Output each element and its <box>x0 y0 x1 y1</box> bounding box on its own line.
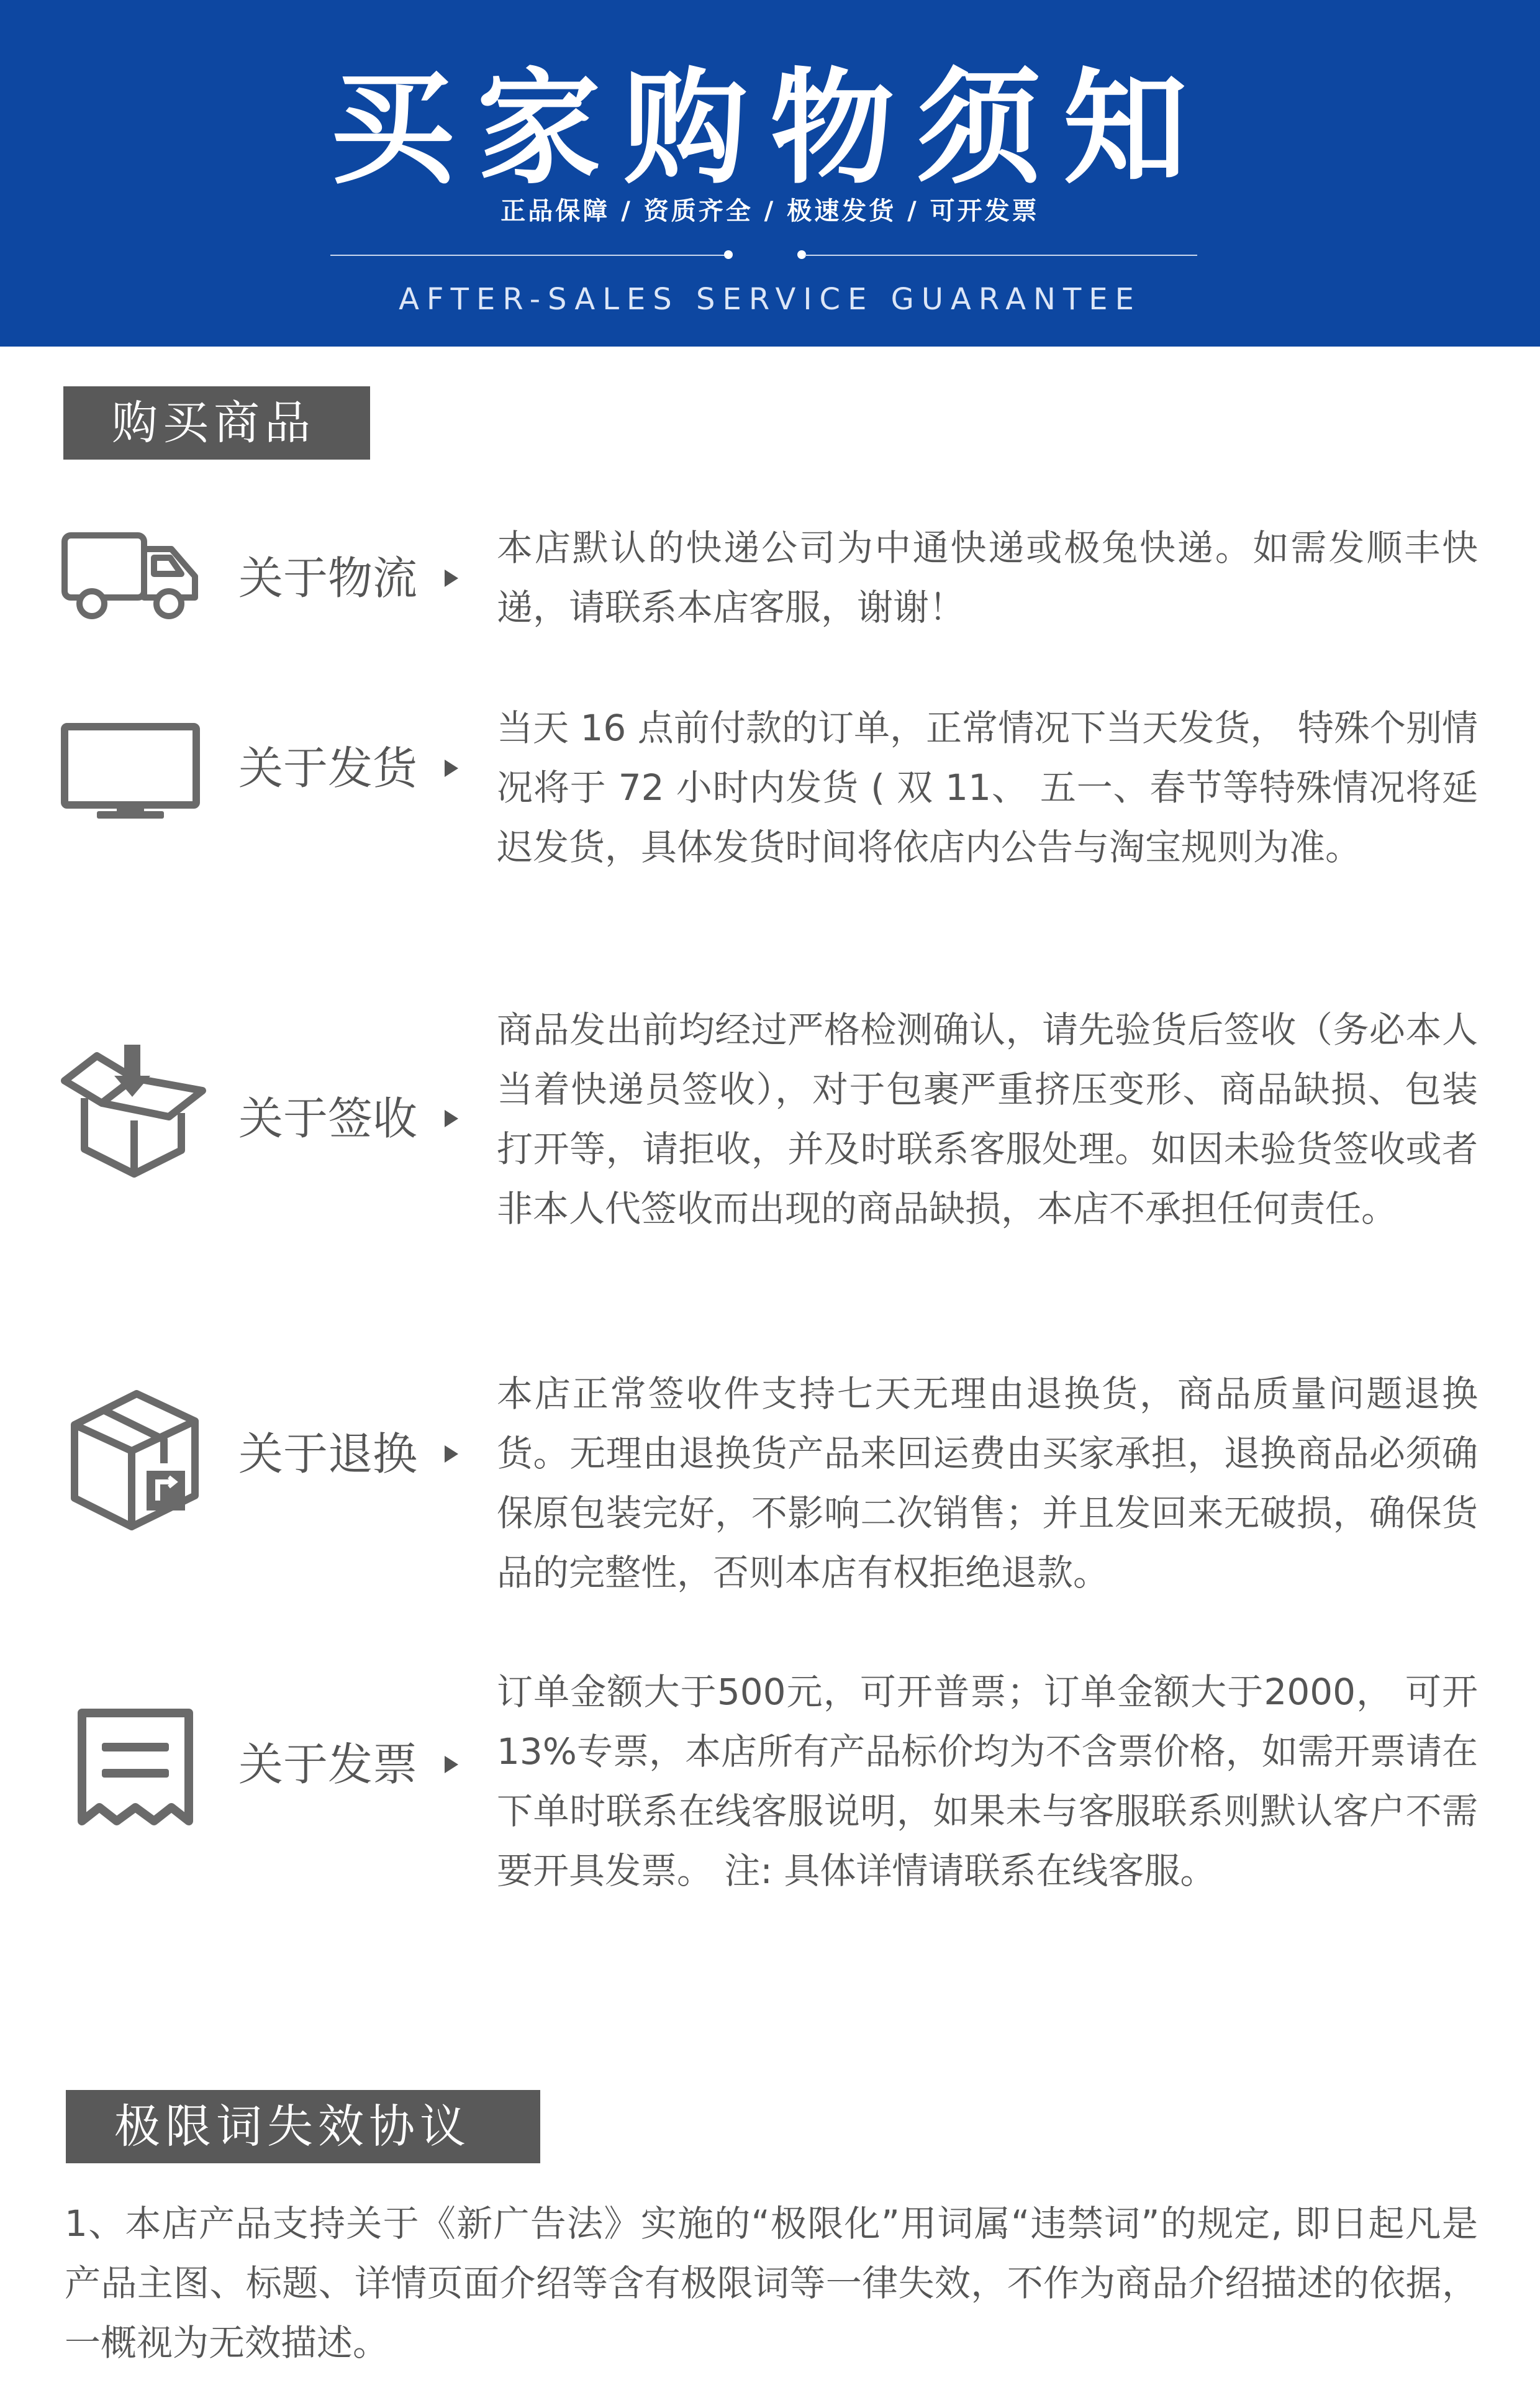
arrow-right-icon <box>440 1753 462 1776</box>
row-text-logistics: 本店默认的快递公司为中通快递或极兔快递。如需发顺丰快递，请联系本店客服，谢谢！ <box>497 527 1478 629</box>
banner-english-title: AFTER-SALES SERVICE GUARANTEE <box>399 282 1141 317</box>
banner-subtitle: 正品保障 / 资质齐全 / 极速发货 / 可开发票 <box>500 197 1040 225</box>
arrow-right-icon <box>440 1443 462 1465</box>
arrow-right-icon <box>440 567 462 589</box>
row-label-signing: 关于签收 <box>238 1093 418 1145</box>
divider-dot-left <box>724 250 733 259</box>
arrow-right-icon <box>440 1107 462 1130</box>
section-header-purchase: 购买商品 <box>63 386 370 460</box>
truck-icon <box>60 529 202 625</box>
row-label-shipping: 关于发货 <box>238 742 418 794</box>
page-title: 买家购物须知 <box>330 57 1210 201</box>
box-download-icon <box>60 1043 209 1183</box>
row-text-signing: 商品发出前均经过严格检测确认，请先验货后签收（务必本人当着快递员签收），对于包裹严重挤压变形、商品缺损、包装打开等，请拒收，并及时联系客服处理。如因未验货签收或者非本人代签收而出现的商品缺损，本店不承担任何责任。 <box>497 1009 1478 1230</box>
divider-line-right <box>805 255 1197 256</box>
arrow-right-icon <box>440 757 462 779</box>
row-text-invoice: 订单金额大于500元，可开普票；订单金额大于2000， 可开13%专票，本店所有产品标价均为不含票价格，如需开票请在下单时联系在线客服说明，如果未与客服联系则默认客户不需要开具发票。 注: 具体详情请联系在线客服。 <box>497 1671 1478 1892</box>
package-return-icon <box>70 1389 200 1534</box>
receipt-icon <box>73 1704 197 1831</box>
row-label-returns: 关于退换 <box>238 1428 418 1480</box>
header-banner <box>0 0 1540 347</box>
row-label-logistics: 关于物流 <box>238 552 418 604</box>
monitor-icon <box>60 722 202 824</box>
row-text-shipping: 当天 16 点前付款的订单，正常情况下当天发货， 特殊个别情况将于 72 小时内发货 ( 双 11、 五一、春节等特殊情况将延迟发货，具体发货时间将依店内公告与淘宝规则为准。 <box>497 707 1478 868</box>
agreement-text: 1、本店产品支持关于《新广告法》实施的“极限化”用词属“违禁词”的规定, 即日起凡是产品主图、标题、详情页面介绍等含有极限词等一律失效，不作为商品介绍描述的依据，一概视为无效描述。 <box>65 2202 1478 2364</box>
section-header-agreement: 极限词失效协议 <box>66 2090 540 2163</box>
row-text-returns: 本店正常签收件支持七天无理由退换货，商品质量问题退换货。无理由退换货产品来回运费由买家承担，退换商品必须确保原包装完好，不影响二次销售；并且发回来无破损，确保货品的完整性，否则本店有权拒绝退款。 <box>497 1373 1478 1594</box>
row-label-invoice: 关于发票 <box>238 1738 418 1791</box>
divider-line-left <box>330 255 728 256</box>
